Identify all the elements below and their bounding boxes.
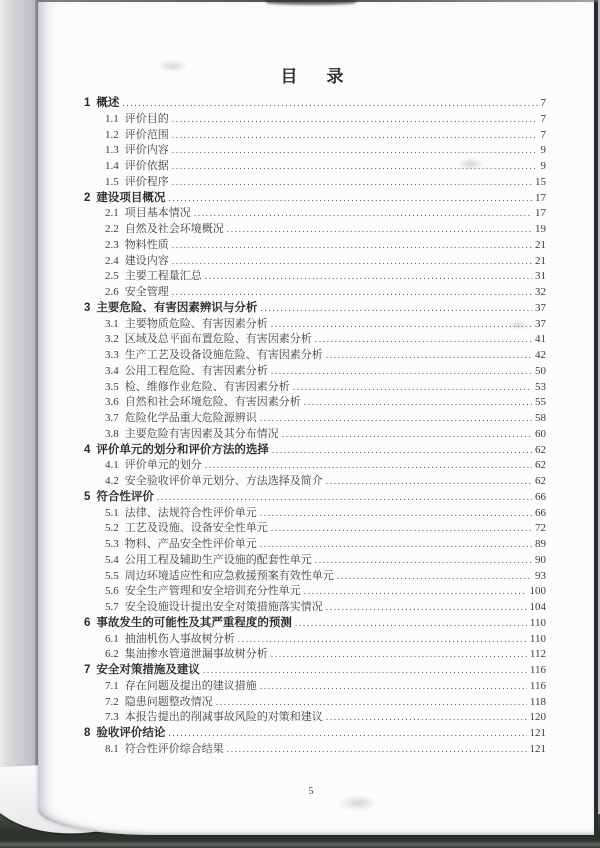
dot-leader bbox=[172, 286, 532, 302]
toc-entry-page: 7 bbox=[540, 112, 546, 125]
toc-entry-label: 本报告提出的削减事故风险的对策和建议 bbox=[124, 711, 323, 724]
toc-entry-page: 21 bbox=[535, 254, 546, 267]
toc-entry-page: 53 bbox=[535, 380, 546, 393]
dot-leader bbox=[304, 396, 532, 412]
toc-entry-label: 验收评价结论 bbox=[96, 727, 166, 739]
dot-leader bbox=[194, 207, 532, 223]
toc-entry bbox=[84, 206, 546, 222]
toc-entry-number: 3.7 bbox=[105, 412, 119, 424]
toc-entry-number: 7.3 bbox=[105, 711, 119, 724]
toc-entry-label: 集油掺水管道泄漏事故树分析 bbox=[124, 648, 268, 661]
toc-entry-number: 2.3 bbox=[105, 238, 119, 251]
toc-entry-number: 7.1 bbox=[105, 679, 119, 692]
dot-leader bbox=[260, 538, 532, 554]
toc-entry-number: 6 bbox=[84, 616, 91, 629]
toc-entry-number: 4.2 bbox=[105, 475, 119, 487]
toc-entry-number: 1.1 bbox=[105, 112, 119, 125]
toc-entry bbox=[84, 222, 546, 238]
dot-leader bbox=[172, 113, 538, 129]
toc-entry-page: 104 bbox=[529, 601, 546, 613]
dot-leader bbox=[122, 97, 537, 113]
toc-entry bbox=[84, 395, 546, 411]
dot-leader bbox=[172, 144, 538, 160]
toc-entry-label: 评价依据 bbox=[124, 160, 169, 172]
scan-smudge bbox=[158, 60, 188, 72]
toc-entry-page: 9 bbox=[540, 160, 546, 172]
toc-entry-label: 建设项目概况 bbox=[96, 191, 166, 204]
toc-entry-page: 121 bbox=[529, 727, 546, 739]
toc-entry-page: 62 bbox=[535, 459, 546, 472]
toc-entry-label: 安全对策措施及建议 bbox=[96, 664, 200, 676]
toc-entry-number: 5.6 bbox=[105, 585, 119, 598]
toc-entry bbox=[84, 96, 546, 112]
toc-entry-page: 121 bbox=[529, 742, 546, 755]
scan-smudge bbox=[338, 795, 378, 811]
toc-entry bbox=[84, 521, 546, 537]
toc-entry bbox=[84, 285, 546, 301]
dot-leader bbox=[271, 648, 527, 664]
toc-entry-page: 31 bbox=[535, 270, 546, 283]
toc-entry-label: 公用工程危险、有害因素分析 bbox=[124, 364, 268, 377]
toc-entry-label: 评价单元的划分和评价方法的选择 bbox=[96, 443, 269, 456]
toc-entry-label: 项目基本情况 bbox=[124, 207, 191, 220]
toc-entry-page: 116 bbox=[529, 679, 546, 692]
toc-entry bbox=[84, 663, 546, 679]
toc-entry-label: 评价单元的划分 bbox=[124, 459, 202, 472]
toc-entry-page: 7 bbox=[540, 97, 546, 109]
toc-entry-number: 2.5 bbox=[105, 270, 119, 283]
toc-entry bbox=[84, 128, 546, 144]
toc-entry-number: 2.6 bbox=[105, 286, 119, 298]
dot-leader bbox=[272, 444, 532, 460]
toc-entry-page: 9 bbox=[540, 144, 546, 157]
toc-entry-page: 42 bbox=[535, 349, 546, 361]
toc-entry-page: 93 bbox=[535, 569, 546, 582]
toc-entry bbox=[84, 679, 546, 695]
toc-entry bbox=[84, 411, 546, 427]
toc-entry bbox=[84, 742, 546, 758]
toc-entry bbox=[84, 332, 546, 348]
toc-entry bbox=[84, 474, 546, 490]
toc-entry-number: 5 bbox=[84, 490, 91, 503]
toc-entry-number: 6.1 bbox=[105, 632, 119, 645]
dot-leader bbox=[271, 318, 532, 334]
toc-entry-number: 5.2 bbox=[105, 522, 119, 535]
dot-leader bbox=[227, 223, 532, 239]
toc-entry bbox=[84, 380, 546, 396]
toc-entry bbox=[84, 553, 546, 569]
toc-entry-number: 1.4 bbox=[105, 160, 119, 172]
scan-smudge bbox=[458, 158, 484, 170]
toc-entry-number: 3.8 bbox=[105, 427, 119, 440]
toc-entry-label: 工艺及设施、设备安全性单元 bbox=[124, 522, 268, 535]
dot-leader bbox=[326, 475, 532, 491]
toc-entry-page: 37 bbox=[535, 301, 546, 314]
toc-entry bbox=[84, 364, 546, 380]
toc-entry-label: 隐患问题整改情况 bbox=[124, 695, 213, 708]
toc-entry bbox=[84, 584, 546, 600]
toc-entry-page: 66 bbox=[535, 506, 546, 519]
dot-leader bbox=[304, 585, 527, 601]
toc-entry-number: 7.2 bbox=[105, 695, 119, 708]
dot-leader bbox=[260, 507, 532, 523]
toc-entry bbox=[84, 191, 546, 207]
dot-leader bbox=[168, 192, 532, 208]
toc-entry bbox=[84, 537, 546, 553]
dot-leader bbox=[315, 554, 532, 570]
dot-leader bbox=[172, 129, 538, 145]
toc-entry bbox=[84, 443, 546, 459]
toc-entry-label: 建设内容 bbox=[124, 254, 169, 267]
toc-entry-number: 5.5 bbox=[105, 569, 119, 582]
toc-entry-label: 安全生产管理和安全培训充分性单元 bbox=[124, 585, 301, 598]
toc-entry bbox=[84, 695, 546, 711]
toc-entry-label: 公用工程及辅助生产设施的配套性单元 bbox=[124, 553, 312, 566]
dot-leader bbox=[326, 349, 532, 365]
document-page bbox=[38, 0, 598, 835]
toc-entry bbox=[84, 616, 546, 632]
dot-leader bbox=[157, 491, 532, 507]
toc-entry bbox=[84, 506, 546, 522]
toc-entry-number: 8 bbox=[84, 727, 91, 739]
toc-entry-page: 100 bbox=[529, 585, 546, 598]
toc-entry bbox=[84, 647, 546, 663]
toc-title: 目 录 bbox=[280, 67, 350, 86]
toc-entry bbox=[84, 569, 546, 585]
dot-leader bbox=[293, 381, 532, 397]
toc-entry-label: 评价内容 bbox=[124, 144, 169, 157]
toc-entry-page: 89 bbox=[535, 538, 546, 550]
dot-leader bbox=[260, 680, 527, 696]
toc-entry-number: 5.3 bbox=[105, 538, 119, 550]
toc-entry-label: 自然和社会环境危险、有害因素分析 bbox=[124, 396, 301, 409]
dot-leader bbox=[282, 428, 532, 444]
toc-entry-label: 区域及总平面布置危险、有害因素分析 bbox=[124, 333, 312, 346]
toc-entry-label: 事故发生的可能性及其严重程度的预测 bbox=[96, 616, 292, 629]
toc-entry-page: 112 bbox=[529, 648, 546, 661]
toc-entry-label: 法律、法规符合性评价单元 bbox=[124, 506, 257, 519]
toc-entry bbox=[84, 175, 546, 191]
book-binding-edge bbox=[0, 0, 38, 786]
toc-entry-number: 6.2 bbox=[105, 648, 119, 661]
toc-entry-label: 检、维修作业危险、有害因素分析 bbox=[124, 380, 290, 393]
dot-leader bbox=[260, 412, 532, 428]
toc-entry bbox=[84, 490, 546, 506]
toc-entry-label: 生产工艺及设备设施危险、有害因素分析 bbox=[124, 349, 323, 361]
toc-entry-page: 120 bbox=[529, 711, 546, 724]
dot-leader bbox=[216, 696, 527, 712]
toc-entry-number: 2.2 bbox=[105, 223, 119, 235]
toc-entry-number: 1.5 bbox=[105, 175, 119, 188]
toc-entry-label: 物料、产品安全性评价单元 bbox=[124, 538, 257, 550]
toc-entry bbox=[84, 632, 546, 648]
dot-leader bbox=[227, 743, 527, 759]
toc-entry-label: 安全管理 bbox=[124, 286, 169, 298]
toc-entry-number: 1 bbox=[84, 97, 91, 109]
toc-entry-page: 90 bbox=[535, 553, 546, 566]
toc-entry-label: 物料性质 bbox=[124, 238, 169, 251]
toc-entry bbox=[84, 238, 546, 254]
dot-leader bbox=[172, 255, 532, 271]
scan-smudge bbox=[508, 320, 528, 330]
toc-entry-page: 110 bbox=[529, 632, 546, 645]
toc-entry-number: 3.6 bbox=[105, 396, 119, 409]
toc-entry-label: 评价目的 bbox=[124, 112, 169, 125]
dot-leader bbox=[271, 365, 532, 381]
toc-entry-number: 3.3 bbox=[105, 349, 119, 361]
toc-entry-page: 21 bbox=[535, 238, 546, 251]
page-number: 5 bbox=[308, 786, 314, 797]
toc-entry-label: 危险化学品重大危险源辨识 bbox=[124, 412, 257, 424]
toc-entry-number: 4.1 bbox=[105, 459, 119, 472]
dot-leader bbox=[295, 617, 527, 633]
toc-entry-label: 评价范围 bbox=[124, 128, 169, 141]
toc-entry-page: 41 bbox=[535, 333, 546, 346]
toc-entry-number: 3.5 bbox=[105, 380, 119, 393]
toc-entry-page: 66 bbox=[535, 490, 546, 503]
toc-entry-page: 55 bbox=[535, 396, 546, 409]
toc-entry-page: 116 bbox=[529, 664, 546, 676]
toc-entry-page: 17 bbox=[535, 191, 546, 204]
toc-entry bbox=[84, 348, 546, 364]
toc-entry bbox=[84, 269, 546, 285]
dot-leader bbox=[337, 570, 532, 586]
toc-entry-label: 概述 bbox=[96, 97, 120, 109]
toc-entry-label: 自然及社会环境概况 bbox=[124, 223, 224, 235]
toc-entry-label: 符合性评价综合结果 bbox=[124, 742, 224, 755]
toc-entry-label: 主要物质危险、有害因素分析 bbox=[124, 317, 268, 330]
dot-leader bbox=[315, 333, 532, 349]
toc-entry-number: 5.1 bbox=[105, 506, 119, 519]
toc-list bbox=[38, 96, 594, 758]
toc-entry-page: 58 bbox=[535, 412, 546, 424]
toc-entry-page: 72 bbox=[535, 522, 546, 535]
dot-leader bbox=[238, 633, 527, 649]
toc-entry-number: 3 bbox=[84, 301, 91, 314]
toc-entry-label: 主要危险、有害因素辨识与分析 bbox=[96, 301, 258, 314]
toc-entry bbox=[84, 254, 546, 270]
dot-leader bbox=[326, 601, 527, 617]
dot-leader bbox=[205, 459, 532, 475]
toc-entry-number: 3.1 bbox=[105, 317, 119, 330]
toc-entry bbox=[84, 143, 546, 159]
toc-entry-label: 抽油机伤人事故树分析 bbox=[124, 632, 235, 645]
toc-entry-page: 118 bbox=[529, 695, 546, 708]
toc-entry-page: 62 bbox=[535, 443, 546, 456]
toc-entry-number: 3.4 bbox=[105, 364, 119, 377]
toc-entry bbox=[84, 427, 546, 443]
toc-entry-page: 37 bbox=[535, 317, 546, 330]
toc-entry-number: 7 bbox=[84, 664, 91, 676]
toc-entry-number: 2.1 bbox=[105, 207, 119, 220]
scan-smudge bbox=[266, 0, 356, 5]
dot-leader bbox=[168, 727, 526, 743]
toc-entry-label: 主要危险有害因素及其分布情况 bbox=[124, 427, 279, 440]
toc-entry-label: 周边环境适应性和应急救援预案有效性单元 bbox=[124, 569, 334, 582]
dot-leader bbox=[271, 522, 532, 538]
dot-leader bbox=[203, 664, 527, 680]
toc-entry-label: 评价程序 bbox=[124, 175, 169, 188]
toc-entry-label: 主要工程量汇总 bbox=[124, 270, 202, 283]
toc-entry-number: 5.7 bbox=[105, 601, 119, 613]
toc-entry-number: 5.4 bbox=[105, 553, 119, 566]
toc-entry-label: 符合性评价 bbox=[96, 490, 154, 503]
toc-entry-number: 2 bbox=[84, 191, 91, 204]
toc-entry-label: 存在问题及提出的建议措施 bbox=[124, 679, 257, 692]
toc-entry-number: 2.4 bbox=[105, 254, 119, 267]
toc-entry bbox=[84, 710, 546, 726]
toc-entry-number: 8.1 bbox=[105, 742, 119, 755]
toc-entry bbox=[84, 726, 546, 742]
toc-entry-number: 3.2 bbox=[105, 333, 119, 346]
dot-leader bbox=[205, 270, 532, 286]
toc-entry-page: 17 bbox=[535, 207, 546, 220]
dot-leader bbox=[326, 711, 527, 727]
toc-entry-label: 安全设施设计提出安全对策措施落实情况 bbox=[124, 601, 323, 613]
toc-entry-page: 7 bbox=[540, 128, 546, 141]
toc-entry-page: 60 bbox=[535, 427, 546, 440]
toc-entry-number: 1.2 bbox=[105, 128, 119, 141]
toc-entry bbox=[84, 458, 546, 474]
toc-entry-page: 62 bbox=[535, 475, 546, 487]
dot-leader bbox=[260, 302, 532, 318]
toc-entry-number: 4 bbox=[84, 443, 91, 456]
toc-entry bbox=[84, 112, 546, 128]
toc-entry-page: 32 bbox=[535, 286, 546, 298]
toc-entry-page: 50 bbox=[535, 364, 546, 377]
toc-entry-number: 1.3 bbox=[105, 144, 119, 157]
toc-entry bbox=[84, 301, 546, 317]
toc-entry bbox=[84, 317, 546, 333]
toc-entry-page: 110 bbox=[529, 616, 546, 629]
toc-entry bbox=[84, 600, 546, 616]
toc-entry-page: 19 bbox=[535, 223, 546, 235]
toc-entry-label: 安全验收评价单元划分、方法选择及简介 bbox=[124, 475, 323, 487]
dot-leader bbox=[172, 176, 532, 192]
toc-entry-page: 15 bbox=[535, 175, 546, 188]
dot-leader bbox=[172, 239, 532, 255]
